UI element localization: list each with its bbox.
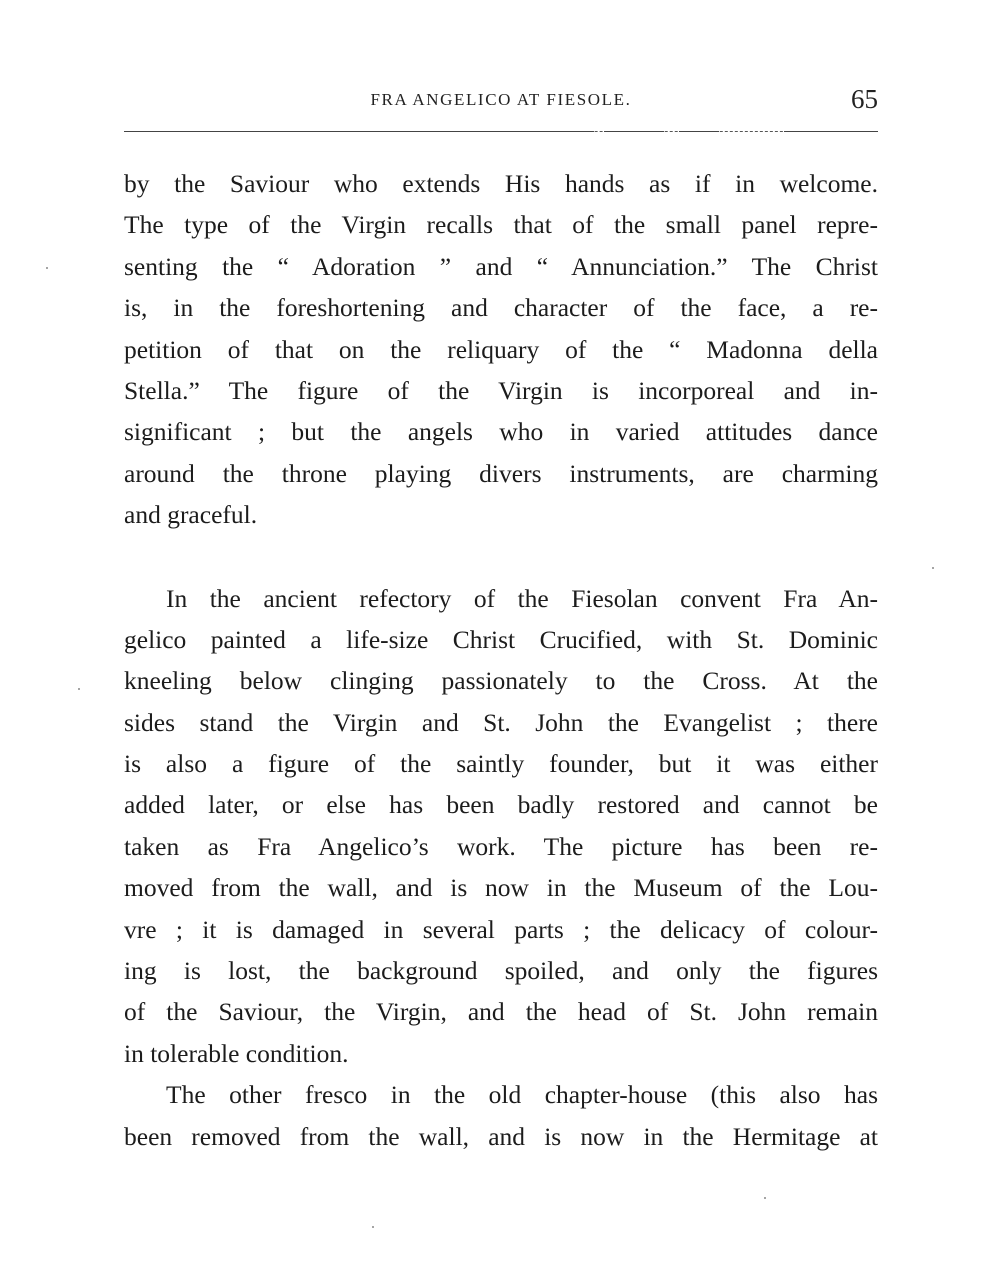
scan-speck [46,267,48,269]
running-title: FRA ANGELICO AT FIESOLE. [370,90,632,109]
running-header [124,86,878,116]
text-line: senting the “ Adoration ” and “ Annunciation.” The Christ [124,251,878,281]
text-line: The type of the Virgin recalls that of the small panel repre- [124,210,878,240]
text-line: taken as Fra Angelico’s work. The picture has been re- [124,831,878,861]
text-line: ing is lost, the background spoiled, and only the figures [124,956,878,986]
text-line: gelico painted a life-size Christ Crucified, with St. Dominic [124,624,878,654]
page-number: 65 [851,84,878,114]
paragraph-1 [124,163,878,536]
text-line: and graceful. [124,500,258,530]
scan-speck [372,1226,374,1228]
header-rule [124,131,878,132]
text-line: petition of that on the reliquary of the “ Madonna della [124,334,878,364]
text-line: moved from the wall, and is now in the Museum of the Lou- [124,873,878,903]
text-line: sides stand the Virgin and St. John the Evangelist ; there [124,707,878,737]
scan-speck [78,688,80,690]
text-line: kneeling below clinging passionately to the Cross. At the [124,666,878,696]
text-line: added later, or else has been badly restored and cannot be [124,790,878,820]
text-line: been removed from the wall, and is now in the Hermitage at [124,1121,878,1151]
text-line: in tolerable condition. [124,1038,349,1068]
text-line: of the Saviour, the Virgin, and the head of St. John remain [124,997,878,1027]
body-text [124,163,878,1157]
text-line: vre ; it is damaged in several parts ; the delicacy of colour- [124,914,878,944]
text-line: The other fresco in the old chapter-house (this also has [166,1080,878,1110]
text-line: is also a figure of the saintly founder, but it was either [124,749,878,779]
scan-speck [932,567,934,569]
paragraph-3 [124,1074,878,1157]
text-line: significant ; but the angels who in varied attitudes dance [124,417,878,447]
scan-speck [764,1197,766,1199]
text-line: is, in the foreshortening and character of the face, a re- [124,293,878,323]
text-line: In the ancient refectory of the Fiesolan convent Fra An- [166,583,878,613]
text-line: around the throne playing divers instruments, are charming [124,458,878,488]
section-break [124,536,878,578]
paragraph-2 [124,578,878,1075]
text-line: Stella.” The figure of the Virgin is incorporeal and in- [124,375,878,405]
text-line: by the Saviour who extends His hands as if in welcome. [124,169,878,198]
